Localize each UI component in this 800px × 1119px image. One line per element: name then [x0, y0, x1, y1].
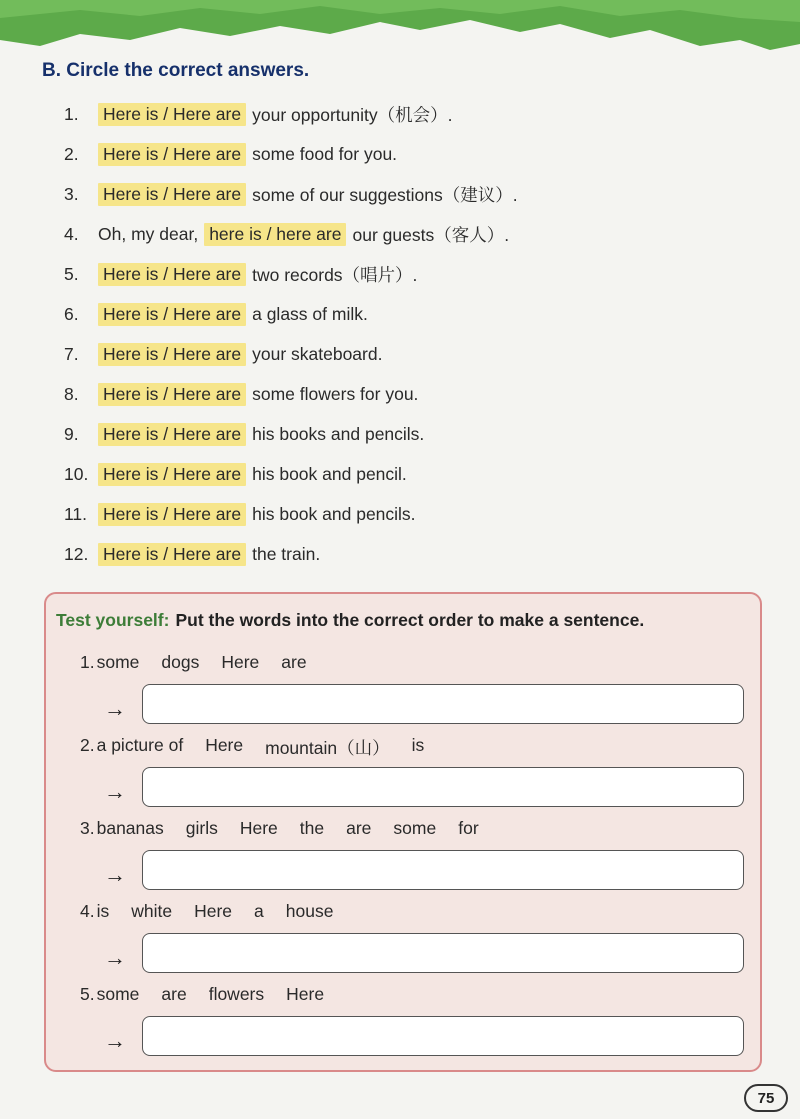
answer-option[interactable]: Here is / Here are	[98, 343, 246, 366]
word-chip: a picture of	[96, 735, 184, 755]
question-text: the train.	[252, 543, 321, 564]
header-grass-band	[0, 0, 800, 60]
question-row	[0, 334, 800, 374]
reorder-item	[46, 984, 760, 1068]
answer-option[interactable]: Here is / Here are	[98, 543, 246, 566]
question-number: 3.	[64, 183, 79, 204]
question-number: 11.	[64, 503, 88, 524]
answer-input[interactable]	[142, 1016, 744, 1056]
word-chip: the	[299, 818, 325, 838]
word-chip: some	[96, 984, 140, 1004]
answer-option[interactable]: Here is / Here are	[98, 383, 246, 406]
word-chip: flowers	[208, 984, 265, 1004]
word-chip: house	[285, 901, 334, 921]
question-text: your skateboard.	[252, 343, 383, 364]
question-number: 6.	[64, 303, 79, 324]
question-number: 12.	[64, 543, 89, 564]
answer-option[interactable]: Here is / Here are	[98, 143, 246, 166]
answer-option[interactable]: Here is / Here are	[98, 263, 246, 286]
arrow-icon: →	[104, 779, 126, 804]
question-prefix: Oh, my dear,	[98, 223, 199, 244]
arrow-icon: →	[104, 945, 126, 970]
question-row	[0, 214, 800, 254]
question-text: his book and pencils.	[252, 503, 416, 524]
word-chip: white	[131, 901, 173, 921]
answer-input[interactable]	[142, 684, 744, 724]
word-chip: is	[411, 735, 425, 755]
word-list	[80, 984, 346, 1005]
question-row	[0, 494, 800, 534]
item-number: 1.	[80, 652, 95, 672]
item-number: 2.	[80, 735, 95, 755]
word-list	[80, 818, 501, 839]
answer-option[interactable]: Here is / Here are	[98, 303, 246, 326]
answer-input[interactable]	[142, 767, 744, 807]
question-row	[0, 94, 800, 134]
question-text: some food for you.	[252, 143, 398, 164]
question-text: our guests（客人）.	[352, 224, 510, 245]
answer-input[interactable]	[142, 850, 744, 890]
question-text: a glass of milk.	[252, 303, 368, 324]
answer-option[interactable]: Here is / Here are	[98, 103, 246, 126]
question-text: some flowers for you.	[252, 383, 419, 404]
item-number: 4.	[80, 901, 95, 921]
question-text: his book and pencil.	[252, 463, 407, 484]
reorder-item	[46, 901, 760, 985]
reorder-item	[46, 735, 760, 819]
answer-input[interactable]	[142, 933, 744, 973]
test-yourself-panel	[44, 592, 762, 1072]
test-label: Test yourself:	[56, 610, 170, 630]
question-row	[0, 414, 800, 454]
question-row	[0, 294, 800, 334]
reorder-item	[46, 652, 760, 736]
word-chip: for	[458, 818, 479, 838]
word-list	[80, 652, 329, 673]
word-chip: are	[346, 818, 372, 838]
question-number: 7.	[64, 343, 79, 364]
question-text: two records（唱片）.	[252, 264, 418, 285]
item-number: 3.	[80, 818, 95, 838]
answer-option[interactable]: Here is / Here are	[98, 183, 246, 206]
word-chip: Here	[205, 735, 244, 755]
question-row	[0, 254, 800, 294]
word-chip: some	[393, 818, 437, 838]
word-chip: is	[96, 901, 110, 921]
word-chip: Here	[286, 984, 325, 1004]
answer-option[interactable]: Here is / Here are	[98, 423, 246, 446]
word-chip: mountain（山）	[265, 738, 390, 758]
answer-option[interactable]: Here is / Here are	[98, 503, 246, 526]
word-list	[80, 735, 446, 760]
word-chip: a	[254, 901, 264, 921]
question-number: 1.	[64, 103, 79, 124]
test-instruction: Put the words into the correct order to make a sentence.	[175, 610, 645, 630]
question-row	[0, 374, 800, 414]
test-heading	[56, 610, 644, 631]
word-chip: Here	[239, 818, 278, 838]
question-text: his books and pencils.	[252, 423, 425, 444]
answer-option[interactable]: here is / here are	[204, 223, 346, 246]
word-chip: girls	[185, 818, 218, 838]
question-number: 9.	[64, 423, 79, 444]
word-chip: bananas	[96, 818, 164, 838]
reorder-item	[46, 818, 760, 902]
answer-option[interactable]: Here is / Here are	[98, 463, 246, 486]
word-list	[80, 901, 355, 922]
item-number: 5.	[80, 984, 95, 1004]
question-row	[0, 134, 800, 174]
word-chip: are	[281, 652, 307, 672]
word-chip: dogs	[161, 652, 200, 672]
question-number: 10.	[64, 463, 89, 484]
question-number: 8.	[64, 383, 79, 404]
question-number: 4.	[64, 223, 79, 244]
section-title: B. Circle the correct answers.	[42, 60, 310, 81]
question-text: some of our suggestions（建议）.	[252, 184, 518, 205]
question-row	[0, 454, 800, 494]
question-number: 5.	[64, 263, 79, 284]
word-chip: Here	[221, 652, 260, 672]
word-chip: some	[96, 652, 140, 672]
question-row	[0, 534, 800, 574]
question-text: your opportunity（机会）.	[252, 104, 453, 125]
page-number: 75	[744, 1084, 788, 1112]
question-row	[0, 174, 800, 214]
word-chip: are	[161, 984, 187, 1004]
arrow-icon: →	[104, 862, 126, 887]
arrow-icon: →	[104, 1028, 126, 1053]
word-chip: Here	[194, 901, 233, 921]
arrow-icon: →	[104, 696, 126, 721]
question-number: 2.	[64, 143, 79, 164]
